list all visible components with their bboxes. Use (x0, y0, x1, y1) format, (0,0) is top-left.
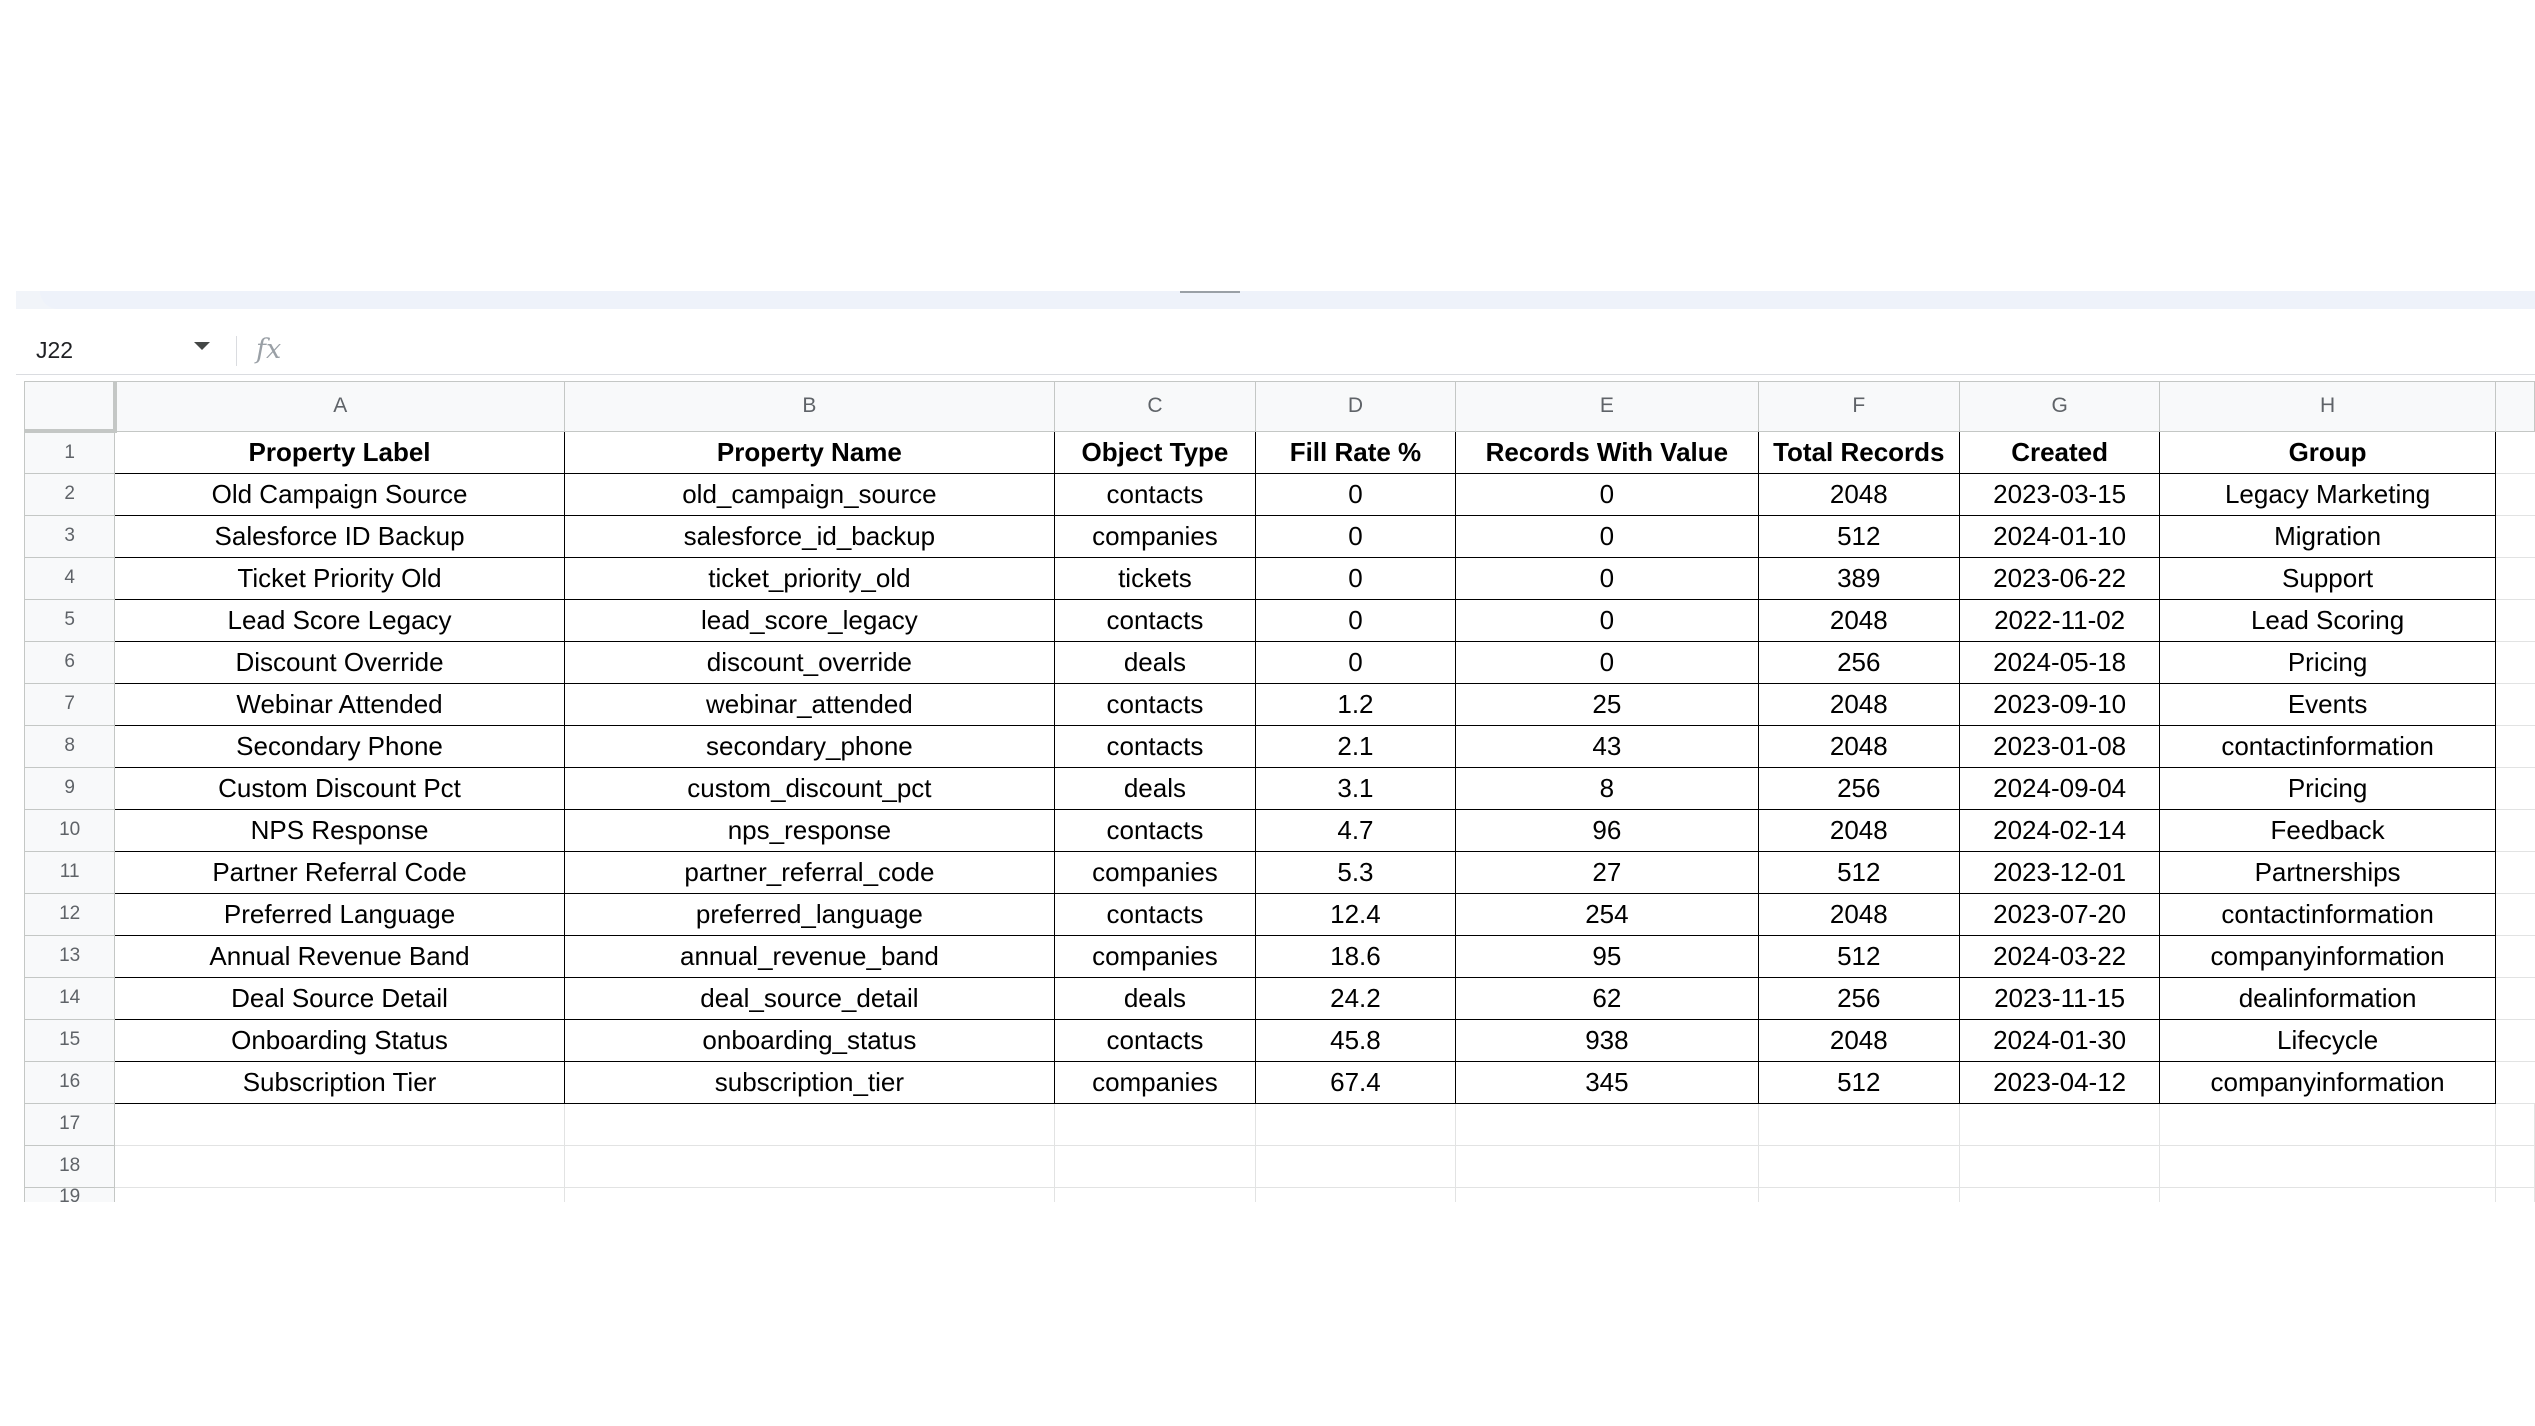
table-row (25, 1019, 2535, 1061)
empty-cell[interactable] (1758, 1187, 1959, 1202)
data-cell[interactable]: 2048 (1758, 893, 1959, 935)
data-cell[interactable]: NPS Response (115, 809, 564, 851)
data-cell[interactable]: 345 (1456, 1061, 1759, 1103)
data-cell[interactable]: Discount Override (115, 641, 564, 683)
sheet-grid (24, 381, 2535, 1202)
table-row (25, 977, 2535, 1019)
empty-cell[interactable] (2160, 1103, 2496, 1145)
cell[interactable] (2495, 599, 2534, 641)
data-cell[interactable]: 0 (1456, 557, 1759, 599)
chevron-down-icon[interactable] (194, 342, 210, 350)
data-cell[interactable]: secondary_phone (564, 725, 1054, 767)
column-header-d[interactable]: D (1255, 382, 1455, 432)
header-cell[interactable]: Fill Rate % (1255, 431, 1455, 473)
data-cell[interactable]: 2048 (1758, 809, 1959, 851)
table-row (25, 599, 2535, 641)
grid-table (24, 381, 2535, 1202)
cell[interactable] (2495, 767, 2534, 809)
row-header[interactable]: 18 (25, 1145, 115, 1187)
row-header[interactable]: 11 (25, 851, 115, 893)
table-row (25, 1187, 2535, 1202)
row-header[interactable]: 19 (25, 1187, 115, 1202)
row-header[interactable]: 14 (25, 977, 115, 1019)
empty-cell[interactable] (1255, 1187, 1455, 1202)
data-cell[interactable]: contacts (1055, 809, 1256, 851)
column-header-next[interactable] (2495, 382, 2534, 432)
data-cell[interactable]: 2024-01-30 (1959, 1019, 2159, 1061)
row-header[interactable]: 3 (25, 515, 115, 557)
data-cell[interactable]: 0 (1255, 599, 1455, 641)
table-row (25, 935, 2535, 977)
row-header[interactable]: 16 (25, 1061, 115, 1103)
name-box-value[interactable]: J22 (36, 336, 74, 363)
data-cell[interactable]: 2023-09-10 (1959, 683, 2159, 725)
row-header[interactable]: 5 (25, 599, 115, 641)
column-header-c[interactable]: C (1055, 382, 1256, 432)
fx-icon: fx (256, 334, 282, 365)
empty-cell[interactable] (564, 1187, 1054, 1202)
header-cell[interactable]: Total Records (1758, 431, 1959, 473)
data-cell[interactable]: 2023-04-12 (1959, 1061, 2159, 1103)
cell[interactable] (2495, 935, 2534, 977)
row-header[interactable]: 9 (25, 767, 115, 809)
empty-cell[interactable] (1959, 1187, 2159, 1202)
data-cell[interactable]: 1.2 (1255, 683, 1455, 725)
empty-cell[interactable] (1758, 1103, 1959, 1145)
data-cell[interactable]: contactinformation (2160, 725, 2496, 767)
column-header-a[interactable]: A (115, 382, 564, 432)
data-cell[interactable]: 512 (1758, 935, 1959, 977)
data-cell[interactable]: companies (1055, 1061, 1256, 1103)
data-cell[interactable]: 2022-11-02 (1959, 599, 2159, 641)
row-header[interactable]: 17 (25, 1103, 115, 1145)
empty-cell[interactable] (115, 1187, 564, 1202)
data-cell[interactable]: Migration (2160, 515, 2496, 557)
table-row (25, 1061, 2535, 1103)
data-cell[interactable]: 512 (1758, 851, 1959, 893)
data-cell[interactable]: 4.7 (1255, 809, 1455, 851)
header-cell[interactable]: Property Label (115, 431, 564, 473)
row-header[interactable]: 2 (25, 473, 115, 515)
formula-bar (16, 326, 2535, 375)
table-row (25, 473, 2535, 515)
data-cell[interactable]: 2048 (1758, 683, 1959, 725)
data-cell[interactable]: 96 (1456, 809, 1759, 851)
data-cell[interactable]: 2048 (1758, 473, 1959, 515)
data-cell[interactable]: 0 (1255, 473, 1455, 515)
data-cell[interactable]: 5.3 (1255, 851, 1455, 893)
data-cell[interactable]: Old Campaign Source (115, 473, 564, 515)
table-row (25, 683, 2535, 725)
data-cell[interactable]: 512 (1758, 1061, 1959, 1103)
data-cell[interactable]: 2024-05-18 (1959, 641, 2159, 683)
data-cell[interactable]: Subscription Tier (115, 1061, 564, 1103)
cell[interactable] (2495, 1061, 2534, 1103)
data-cell[interactable]: contacts (1055, 683, 1256, 725)
row-header[interactable]: 8 (25, 725, 115, 767)
empty-cell[interactable] (564, 1145, 1054, 1187)
divider (236, 336, 237, 366)
table-row (25, 725, 2535, 767)
data-cell[interactable]: contacts (1055, 1019, 1256, 1061)
data-cell[interactable]: 67.4 (1255, 1061, 1455, 1103)
data-cell[interactable]: salesforce_id_backup (564, 515, 1054, 557)
data-cell[interactable]: 2023-06-22 (1959, 557, 2159, 599)
data-cell[interactable]: Onboarding Status (115, 1019, 564, 1061)
data-cell[interactable]: webinar_attended (564, 683, 1054, 725)
empty-cell[interactable] (1255, 1145, 1455, 1187)
row-header[interactable]: 12 (25, 893, 115, 935)
table-row (25, 809, 2535, 851)
data-cell[interactable]: 2023-07-20 (1959, 893, 2159, 935)
data-cell[interactable]: onboarding_status (564, 1019, 1054, 1061)
data-cell[interactable]: 2023-11-15 (1959, 977, 2159, 1019)
empty-cell[interactable] (115, 1103, 564, 1145)
drag-handle[interactable] (1180, 291, 1240, 293)
data-cell[interactable]: contacts (1055, 599, 1256, 641)
data-cell[interactable]: 2024-01-10 (1959, 515, 2159, 557)
data-cell[interactable]: 256 (1758, 641, 1959, 683)
cell[interactable] (2495, 515, 2534, 557)
cell[interactable] (2495, 641, 2534, 683)
empty-cell[interactable] (1055, 1145, 1256, 1187)
data-cell[interactable]: 0 (1255, 557, 1455, 599)
empty-cell[interactable] (1758, 1145, 1959, 1187)
data-cell[interactable]: custom_discount_pct (564, 767, 1054, 809)
data-cell[interactable]: 2024-02-14 (1959, 809, 2159, 851)
data-cell[interactable]: Secondary Phone (115, 725, 564, 767)
data-cell[interactable]: contactinformation (2160, 893, 2496, 935)
column-header-g[interactable]: G (1959, 382, 2159, 432)
data-cell[interactable]: 3.1 (1255, 767, 1455, 809)
data-cell[interactable]: companyinformation (2160, 1061, 2496, 1103)
data-cell[interactable]: 0 (1456, 473, 1759, 515)
data-cell[interactable]: 2048 (1758, 725, 1959, 767)
data-cell[interactable]: deal_source_detail (564, 977, 1054, 1019)
name-box[interactable] (36, 332, 236, 368)
empty-cell[interactable] (564, 1103, 1054, 1145)
data-cell[interactable]: contacts (1055, 725, 1256, 767)
cell[interactable] (2495, 1019, 2534, 1061)
data-cell[interactable]: Partner Referral Code (115, 851, 564, 893)
row-header[interactable]: 10 (25, 809, 115, 851)
row-header[interactable]: 13 (25, 935, 115, 977)
row-header[interactable]: 6 (25, 641, 115, 683)
data-cell[interactable]: 254 (1456, 893, 1759, 935)
cell[interactable] (2495, 725, 2534, 767)
cell[interactable] (2495, 851, 2534, 893)
data-cell[interactable]: 2.1 (1255, 725, 1455, 767)
data-cell[interactable]: 2048 (1758, 599, 1959, 641)
column-header-b[interactable]: B (564, 382, 1054, 432)
empty-cell[interactable] (2160, 1145, 2496, 1187)
row-header[interactable]: 7 (25, 683, 115, 725)
empty-cell[interactable] (2495, 1145, 2534, 1187)
data-cell[interactable]: 2024-09-04 (1959, 767, 2159, 809)
data-cell[interactable]: Custom Discount Pct (115, 767, 564, 809)
data-cell[interactable]: 8 (1456, 767, 1759, 809)
data-cell[interactable]: tickets (1055, 557, 1256, 599)
data-cell[interactable]: 95 (1456, 935, 1759, 977)
data-cell[interactable]: contacts (1055, 893, 1256, 935)
cell[interactable] (2495, 809, 2534, 851)
select-all-corner[interactable] (25, 382, 115, 432)
data-cell[interactable]: 256 (1758, 767, 1959, 809)
table-row (25, 557, 2535, 599)
row-header[interactable]: 15 (25, 1019, 115, 1061)
data-cell[interactable]: 62 (1456, 977, 1759, 1019)
cell[interactable] (2495, 431, 2534, 473)
empty-cell[interactable] (1959, 1145, 2159, 1187)
data-cell[interactable]: 0 (1456, 641, 1759, 683)
header-cell[interactable]: Created (1959, 431, 2159, 473)
data-cell[interactable]: Pricing (2160, 767, 2496, 809)
empty-cell[interactable] (1456, 1187, 1759, 1202)
column-header-f[interactable]: F (1758, 382, 1959, 432)
data-cell[interactable]: deals (1055, 641, 1256, 683)
data-cell[interactable]: Deal Source Detail (115, 977, 564, 1019)
empty-cell[interactable] (1055, 1187, 1256, 1202)
empty-cell[interactable] (1255, 1103, 1455, 1145)
table-row (25, 641, 2535, 683)
data-cell[interactable]: old_campaign_source (564, 473, 1054, 515)
cell[interactable] (2495, 557, 2534, 599)
table-row (25, 851, 2535, 893)
data-cell[interactable]: Partnerships (2160, 851, 2496, 893)
header-cell[interactable]: Property Name (564, 431, 1054, 473)
data-cell[interactable]: Support (2160, 557, 2496, 599)
data-cell[interactable]: 12.4 (1255, 893, 1455, 935)
data-cell[interactable]: subscription_tier (564, 1061, 1054, 1103)
column-header-e[interactable]: E (1456, 382, 1759, 432)
empty-cell[interactable] (2160, 1187, 2496, 1202)
data-cell[interactable]: 512 (1758, 515, 1959, 557)
cell[interactable] (2495, 977, 2534, 1019)
data-cell[interactable]: Lifecycle (2160, 1019, 2496, 1061)
toolbar-strip (16, 291, 2535, 309)
data-cell[interactable]: Legacy Marketing (2160, 473, 2496, 515)
data-cell[interactable]: 18.6 (1255, 935, 1455, 977)
cell[interactable] (2495, 683, 2534, 725)
data-cell[interactable]: preferred_language (564, 893, 1054, 935)
empty-cell[interactable] (1055, 1103, 1256, 1145)
header-cell[interactable]: Group (2160, 431, 2496, 473)
data-cell[interactable]: Feedback (2160, 809, 2496, 851)
data-cell[interactable]: Ticket Priority Old (115, 557, 564, 599)
data-cell[interactable]: 2023-12-01 (1959, 851, 2159, 893)
empty-cell[interactable] (115, 1145, 564, 1187)
data-cell[interactable]: 43 (1456, 725, 1759, 767)
data-cell[interactable]: deals (1055, 767, 1256, 809)
table-row (25, 1103, 2535, 1145)
data-cell[interactable]: 25 (1456, 683, 1759, 725)
header-cell[interactable]: Object Type (1055, 431, 1256, 473)
cell[interactable] (2495, 473, 2534, 515)
empty-cell[interactable] (2495, 1187, 2534, 1202)
data-cell[interactable]: 256 (1758, 977, 1959, 1019)
data-cell[interactable]: Webinar Attended (115, 683, 564, 725)
data-cell[interactable]: Annual Revenue Band (115, 935, 564, 977)
data-cell[interactable]: 0 (1255, 515, 1455, 557)
cell[interactable] (2495, 893, 2534, 935)
empty-cell[interactable] (1456, 1103, 1759, 1145)
data-cell[interactable]: discount_override (564, 641, 1054, 683)
column-header-h[interactable]: H (2160, 382, 2496, 432)
data-cell[interactable]: lead_score_legacy (564, 599, 1054, 641)
header-cell[interactable]: Records With Value (1456, 431, 1759, 473)
spreadsheet-app (16, 291, 2535, 1202)
data-cell[interactable]: partner_referral_code (564, 851, 1054, 893)
data-cell[interactable]: companies (1055, 935, 1256, 977)
data-cell[interactable]: 2023-03-15 (1959, 473, 2159, 515)
row-header[interactable]: 4 (25, 557, 115, 599)
data-cell[interactable]: 2048 (1758, 1019, 1959, 1061)
data-cell[interactable]: contacts (1055, 473, 1256, 515)
data-cell[interactable]: Events (2160, 683, 2496, 725)
data-cell[interactable]: companyinformation (2160, 935, 2496, 977)
data-cell[interactable]: Lead Scoring (2160, 599, 2496, 641)
data-cell[interactable]: Preferred Language (115, 893, 564, 935)
table-row (25, 515, 2535, 557)
data-cell[interactable]: nps_response (564, 809, 1054, 851)
data-cell[interactable]: Pricing (2160, 641, 2496, 683)
empty-cell[interactable] (1959, 1103, 2159, 1145)
data-cell[interactable]: Salesforce ID Backup (115, 515, 564, 557)
table-row (25, 893, 2535, 935)
data-cell[interactable]: 27 (1456, 851, 1759, 893)
table-row (25, 1145, 2535, 1187)
data-cell[interactable]: 2024-03-22 (1959, 935, 2159, 977)
table-row (25, 767, 2535, 809)
data-cell[interactable]: dealinformation (2160, 977, 2496, 1019)
toolbar-background (40, 291, 2535, 309)
data-cell[interactable]: 45.8 (1255, 1019, 1455, 1061)
data-cell[interactable]: 2023-01-08 (1959, 725, 2159, 767)
data-cell[interactable]: annual_revenue_band (564, 935, 1054, 977)
data-cell[interactable]: deals (1055, 977, 1256, 1019)
empty-cell[interactable] (1456, 1145, 1759, 1187)
data-cell[interactable]: 0 (1456, 515, 1759, 557)
empty-cell[interactable] (2495, 1103, 2534, 1145)
data-cell[interactable]: 0 (1456, 599, 1759, 641)
data-cell[interactable]: companies (1055, 851, 1256, 893)
data-cell[interactable]: 0 (1255, 641, 1455, 683)
data-cell[interactable]: ticket_priority_old (564, 557, 1054, 599)
data-cell[interactable]: Lead Score Legacy (115, 599, 564, 641)
row-header[interactable]: 1 (25, 431, 115, 473)
data-cell[interactable]: 938 (1456, 1019, 1759, 1061)
table-header-row (25, 431, 2535, 473)
data-cell[interactable]: 24.2 (1255, 977, 1455, 1019)
data-cell[interactable]: 389 (1758, 557, 1959, 599)
data-cell[interactable]: companies (1055, 515, 1256, 557)
